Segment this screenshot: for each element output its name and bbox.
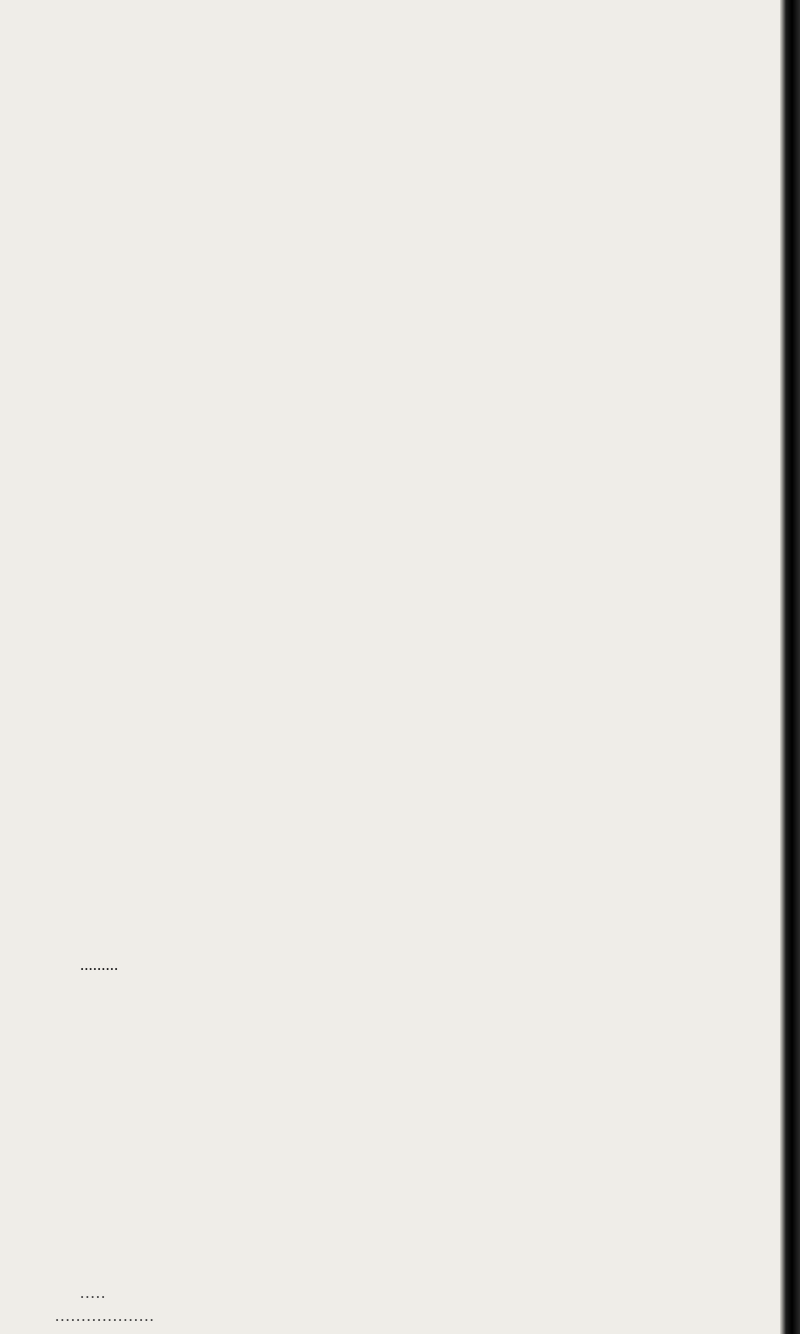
vomissement-subentries: ..... <box>80 1283 107 1302</box>
page-edge <box>780 0 800 1334</box>
toc-entry-last: ................... <box>55 1306 155 1325</box>
page-header <box>0 28 780 68</box>
crachats-paragraph: ......... <box>80 955 119 974</box>
